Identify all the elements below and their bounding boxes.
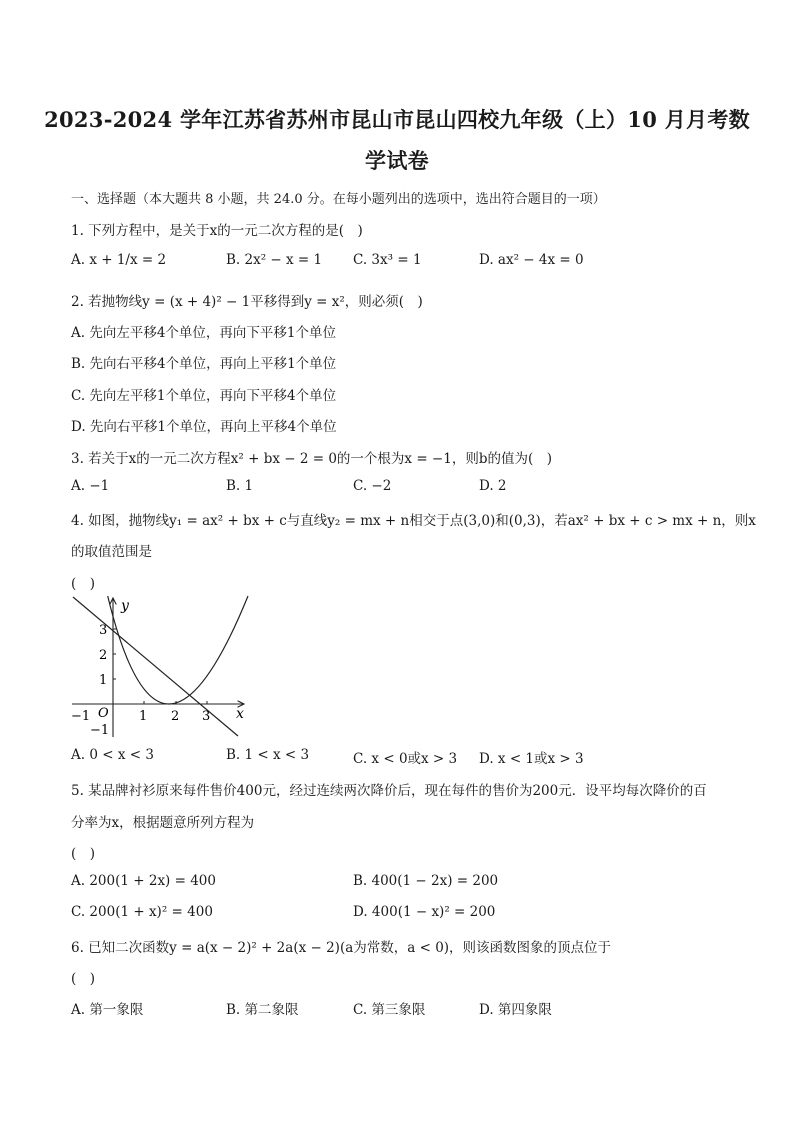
question-3-option-c: C. −2	[353, 478, 392, 494]
question-5-option-b: B. 400(1 − 2x) = 200	[353, 873, 499, 889]
x-tick-1: 1	[139, 709, 148, 724]
origin-label: O	[98, 706, 109, 721]
question-4-stem-line2: 的取值范围是	[71, 544, 152, 560]
question-2-stem: 2. 若抛物线y = (x + 4)² − 1平移得到y = x²，则必须( )	[71, 294, 423, 310]
y-tick-neg1: −1	[90, 723, 110, 738]
question-5-stem-line2: 分率为x，根据题意所列方程为	[71, 815, 255, 831]
question-4-option-a: A. 0 < x < 3	[71, 747, 154, 763]
exam-title-line1: 2023-2024 学年江苏省苏州市昆山市昆山四校九年级（上）10 月月考数	[44, 107, 750, 132]
x-tick-3: 3	[202, 709, 211, 724]
question-2-option-b: B. 先向右平移4个单位，再向上平移1个单位	[71, 356, 337, 372]
question-1-option-c: C. 3x³ = 1	[353, 252, 422, 268]
question-4-graph	[68, 592, 258, 742]
question-6-option-a: A. 第一象限	[71, 1002, 144, 1018]
question-5-option-d: D. 400(1 − x)² = 200	[353, 904, 496, 920]
y-tick-1: 1	[99, 673, 108, 688]
x-axis-label: x	[236, 706, 244, 722]
question-1-option-b: B. 2x² − x = 1	[226, 252, 323, 268]
question-3-option-d: D. 2	[479, 478, 507, 494]
question-5-option-a: A. 200(1 + 2x) = 400	[71, 873, 216, 889]
question-6-answer-paren: ( )	[71, 971, 96, 987]
section-heading: 一、选择题（本大题共 8 小题，共 24.0 分。在每小题列出的选项中，选出符合题目的一项）	[71, 192, 606, 207]
question-5-answer-paren: ( )	[71, 846, 96, 862]
x-tick-2: 2	[171, 709, 180, 724]
question-4-stem-line1: 4. 如图，抛物线y₁ = ax² + bx + c与直线y₂ = mx + n相交于点(3,0)和(0,3)，若ax² + bx + c > mx + n，则x	[71, 513, 756, 529]
question-1-stem: 1. 下列方程中，是关于x的一元二次方程的是( )	[71, 223, 363, 239]
question-3-option-a: A. −1	[71, 478, 110, 494]
question-6-option-c: C. 第三象限	[353, 1002, 426, 1018]
question-3-option-b: B. 1	[226, 478, 254, 494]
question-4-option-c: C. x < 0或x > 3	[353, 751, 458, 767]
question-3-stem: 3. 若关于x的一元二次方程x² + bx − 2 = 0的一个根为x = −1，则b的值为( )	[71, 451, 553, 467]
y-axis-label: y	[121, 598, 129, 614]
question-1-option-a: A. x + 1/x = 2	[71, 252, 167, 268]
question-4-option-b: B. 1 < x < 3	[226, 747, 310, 763]
question-5-option-c: C. 200(1 + x)² = 400	[71, 904, 213, 920]
question-2-option-a: A. 先向左平移4个单位，再向下平移1个单位	[71, 325, 337, 341]
x-tick-neg1: −1	[71, 709, 91, 724]
question-2-option-c: C. 先向左平移1个单位，再向下平移4个单位	[71, 388, 337, 404]
y-tick-3: 3	[99, 623, 108, 638]
question-4-option-d: D. x < 1或x > 3	[479, 751, 584, 767]
question-4-answer-paren: ( )	[71, 576, 96, 592]
y-tick-2: 2	[99, 648, 108, 663]
question-6-option-b: B. 第二象限	[226, 1002, 299, 1018]
question-5-stem-line1: 5. 某品牌衬衫原来每件售价400元，经过连续两次降价后，现在每件的售价为200元．设平均每次降价的百	[71, 783, 707, 799]
question-6-option-d: D. 第四象限	[479, 1002, 552, 1018]
exam-title-line2: 学试卷	[365, 148, 429, 173]
question-1-option-d: D. ax² − 4x = 0	[479, 252, 584, 268]
question-2-option-d: D. 先向右平移1个单位，再向上平移4个单位	[71, 419, 337, 435]
question-6-stem: 6. 已知二次函数y = a(x − 2)² + 2a(x − 2)(a为常数，a < 0)，则该函数图象的顶点位于	[71, 940, 612, 956]
